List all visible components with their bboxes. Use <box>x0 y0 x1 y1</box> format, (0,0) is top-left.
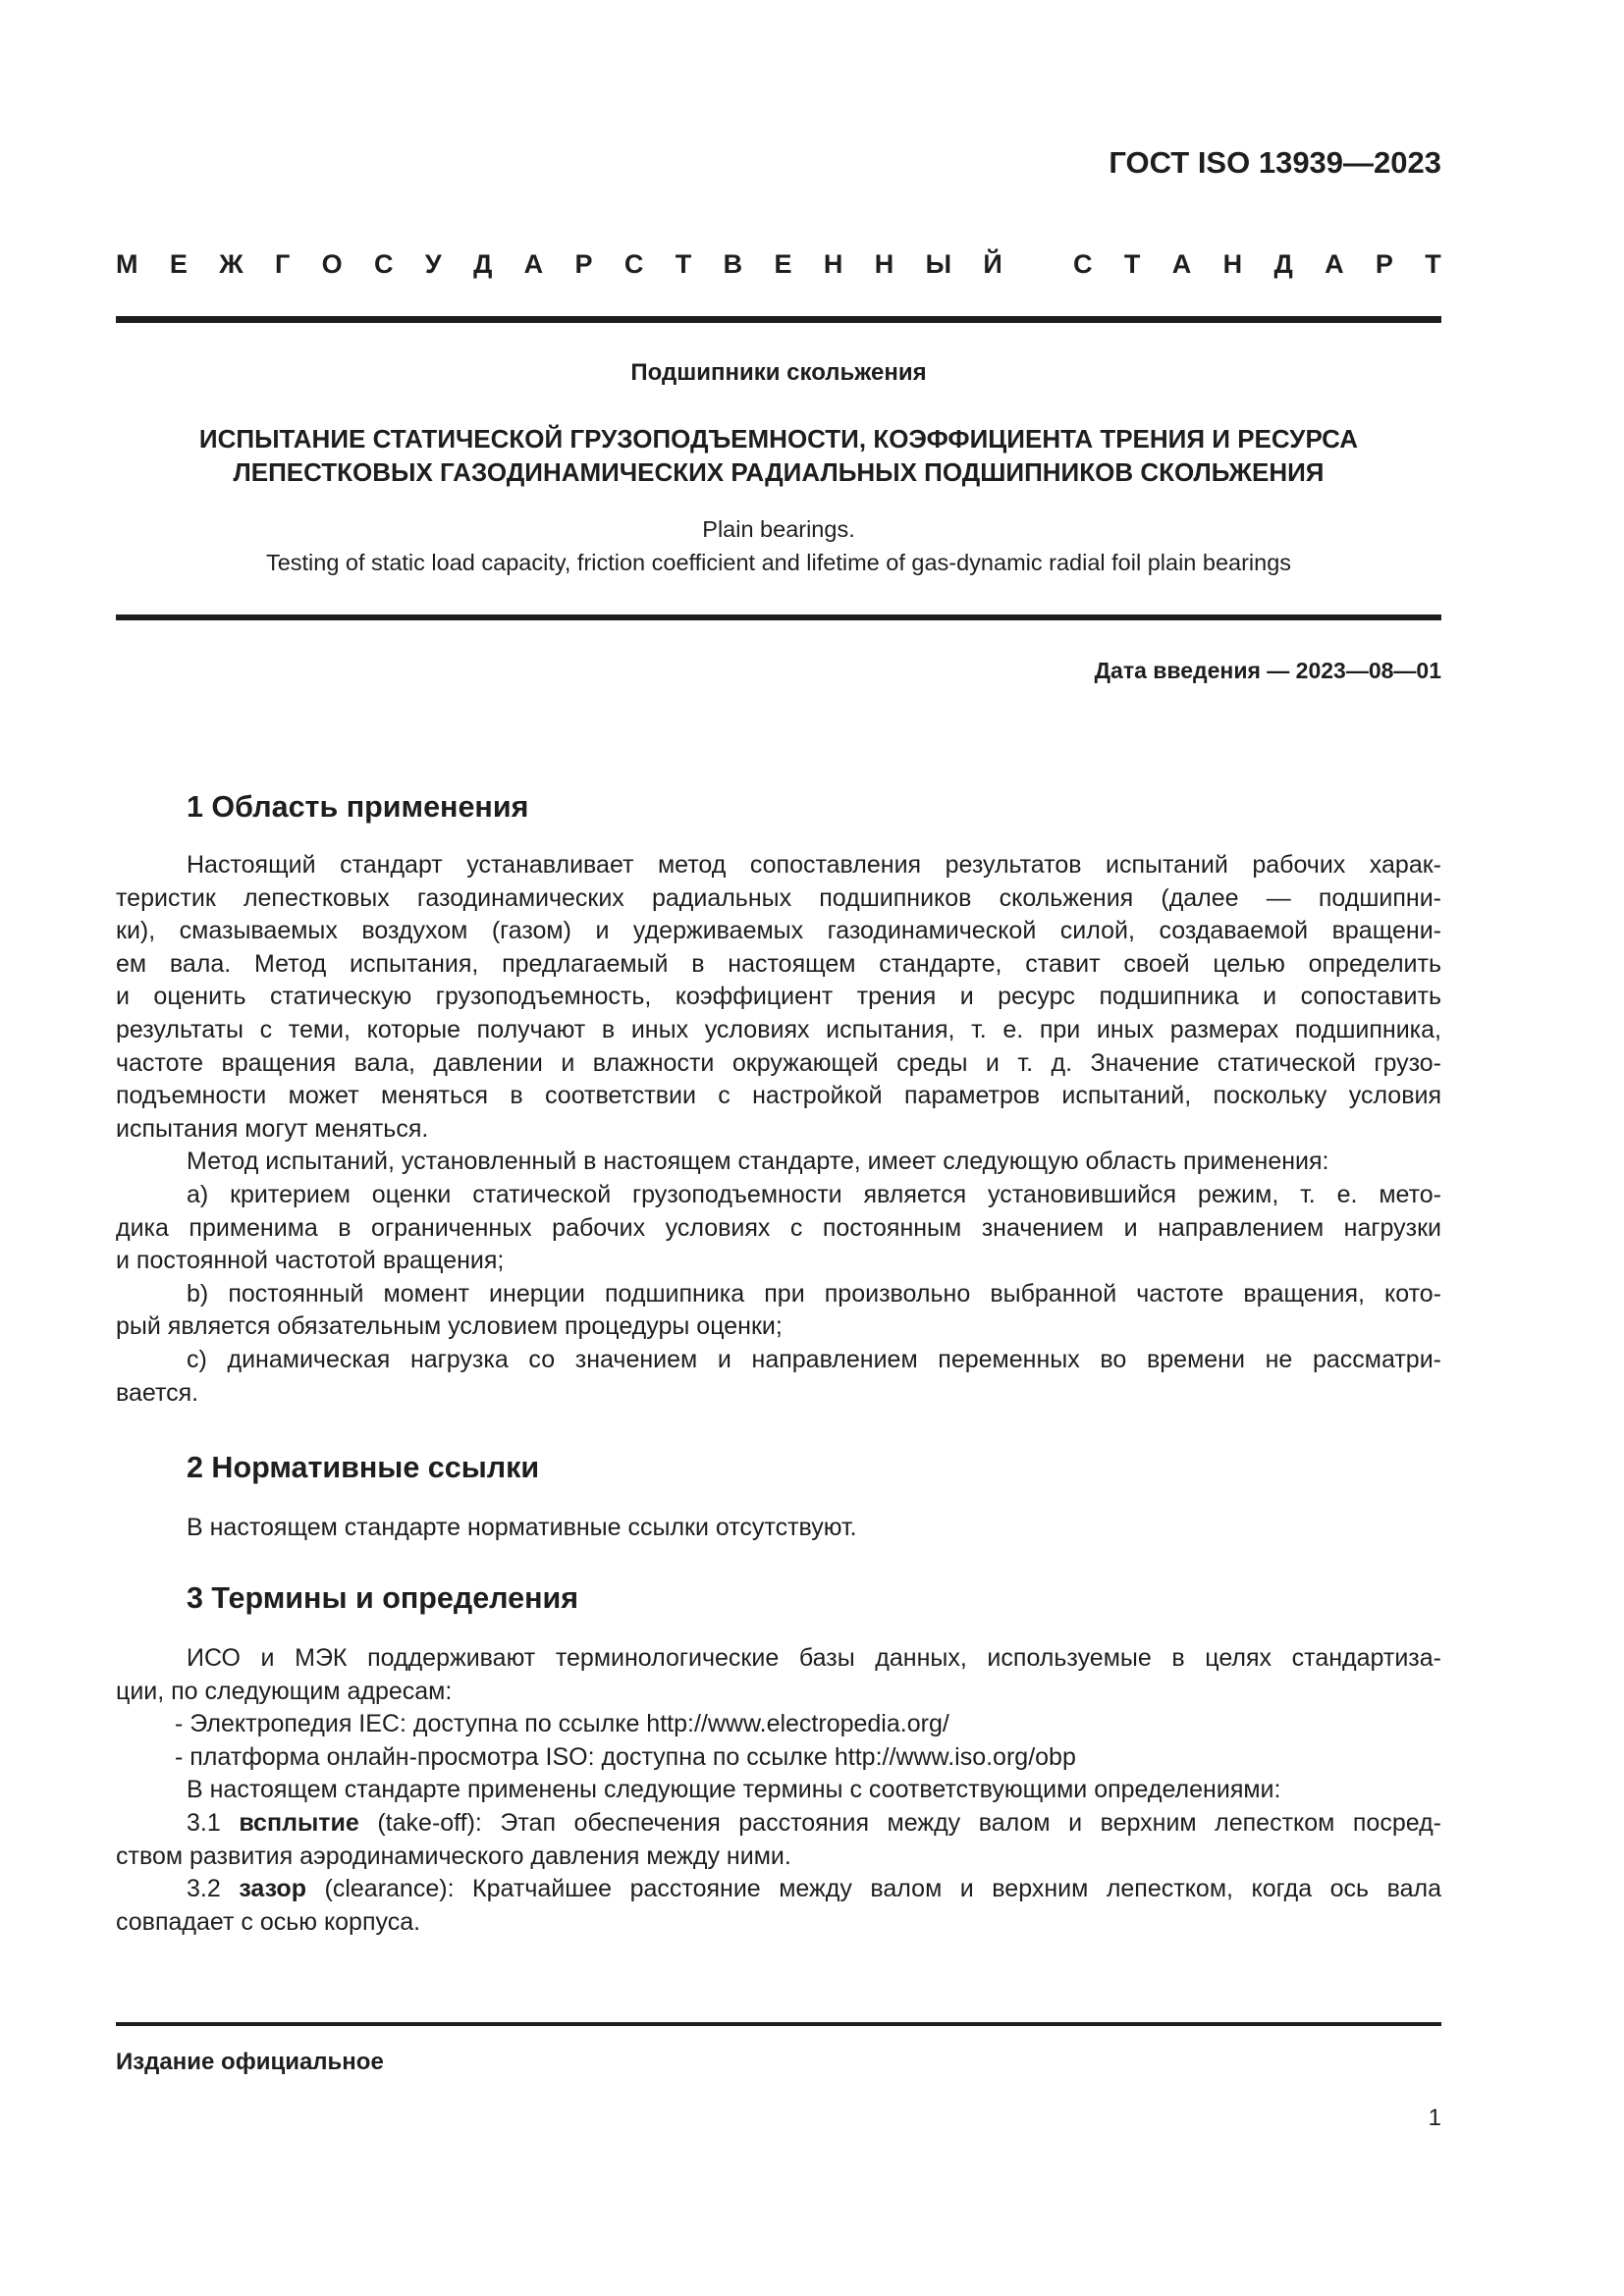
section-3-heading: 3 Термины и определения <box>187 1581 579 1615</box>
document-title <box>116 422 1441 489</box>
banner-letter: Р <box>1375 249 1393 279</box>
paragraph-line: В настоящем стандарте нормативные ссылки отсутствуют. <box>187 1514 857 1541</box>
banner-letter: С <box>374 249 394 279</box>
page-number: 1 <box>1428 2105 1441 2131</box>
paragraph-line: совпадает с осью корпуса. <box>116 1907 421 1936</box>
term-definition-2 <box>116 1873 1441 1906</box>
banner-letter: В <box>723 249 743 279</box>
term-definition-text: (take-off): Этап обеспечения расстояния между валом и верхним лепестком посред- <box>377 1808 1441 1837</box>
paragraph-line: теристик лепестковых газодинамических радиальных подшипников скольжения (далее — подшипни- <box>116 883 1441 912</box>
paragraph-line: дика применима в ограниченных рабочих условиях с постоянным значением и направлением нагрузки <box>116 1213 1441 1242</box>
list-item: - платформа онлайн-просмотра ISO: доступна по ссылке http://www.iso.org/obp <box>175 1742 1076 1771</box>
title-line: ЛЕПЕСТКОВЫХ ГАЗОДИНАМИЧЕСКИХ РАДИАЛЬНЫХ ПОДШИПНИКОВ СКОЛЬЖЕНИЯ <box>233 457 1325 487</box>
english-title-line: Plain bearings. <box>702 516 855 542</box>
banner-letter: Ы <box>925 249 952 279</box>
banner-letter: А <box>1171 249 1192 279</box>
banner-letter: М <box>116 249 138 279</box>
paragraph-line: ством развития аэродинамического давления между ними. <box>116 1842 791 1870</box>
subject-heading: Подшипники скольжения <box>630 359 927 386</box>
banner-letter: Д <box>473 249 493 279</box>
banner-letter: А <box>1325 249 1344 279</box>
paragraph-line: ции, по следующим адресам: <box>116 1677 453 1705</box>
term-number: 3.1 <box>187 1808 221 1837</box>
banner-letter: Ж <box>219 249 244 279</box>
banner-letter: Р <box>574 249 593 279</box>
paragraph-line: испытания могут меняться. <box>116 1114 429 1143</box>
banner-letter: Е <box>169 249 188 279</box>
effective-date: Дата введения — 2023—08—01 <box>1094 658 1441 683</box>
term-number: 3.2 <box>187 1875 221 1903</box>
term-word: зазор <box>239 1875 306 1903</box>
banner-letter: Н <box>874 249 894 279</box>
banner-letter: С <box>1073 249 1093 279</box>
term-definition-text: (clearance): Кратчайшее расстояние между валом и верхним лепестком, когда ось вала <box>324 1875 1441 1903</box>
paragraph-line: b) постоянный момент инерции подшипника при произвольно выбранной частоте вращения, кото- <box>187 1279 1441 1308</box>
title-line: ИСПЫТАНИЕ СТАТИЧЕСКОЙ ГРУЗОПОДЪЕМНОСТИ, КОЭФФИЦИЕНТА ТРЕНИЯ И РЕСУРСА <box>198 424 1359 454</box>
paragraph-line: с) динамическая нагрузка со значением и направлением переменных во времени не рассматри- <box>187 1345 1441 1373</box>
list-item: - Электропедия IEC: доступна по ссылке http://www.electropedia.org/ <box>175 1710 949 1738</box>
banner-letter: Й <box>983 249 1002 279</box>
banner-letter: Т <box>675 249 692 279</box>
footer-divider <box>116 2022 1441 2026</box>
section-3-body <box>116 1642 1441 1939</box>
banner-letter: Е <box>774 249 792 279</box>
paragraph-line: Настоящий стандарт устанавливает метод сопоставления результатов испытаний рабочих харак- <box>187 851 1441 879</box>
paragraph-line: В настоящем стандарте применены следующие термины с соответствующими определениями: <box>187 1776 1281 1804</box>
paragraph-line: а) критерием оценки статической грузоподъемности является установившийся режим, т. е. мето- <box>187 1180 1441 1208</box>
paragraph-line: и постоянной частотой вращения; <box>116 1247 505 1275</box>
section-1-heading: 1 Область применения <box>187 790 529 824</box>
paragraph-line: подъемности может меняться в соответствии с настройкой параметров испытаний, поскольку условия <box>116 1082 1441 1110</box>
paragraph-line: Метод испытаний, установленный в настоящем стандарте, имеет следующую область применения: <box>187 1148 1329 1176</box>
term-definition-1 <box>116 1807 1441 1841</box>
english-title <box>116 512 1441 579</box>
banner-letter: С <box>623 249 644 279</box>
banner-letter: Д <box>1273 249 1293 279</box>
title-divider <box>116 614 1441 620</box>
banner-letter: У <box>424 249 442 279</box>
term-word: всплытие <box>239 1808 359 1837</box>
paragraph-line: ИСО и МЭК поддерживают терминологические базы данных, используемые в целях стандартиза- <box>187 1644 1441 1672</box>
paragraph-line: результаты с теми, которые получают в иных условиях испытания, т. е. при иных размерах подшипника, <box>116 1015 1441 1043</box>
banner-letter: Т <box>1425 249 1441 279</box>
section-2-body <box>116 1512 1441 1545</box>
official-edition-label: Издание официальное <box>116 2049 384 2075</box>
banner-letter: Н <box>823 249 843 279</box>
top-divider <box>116 316 1441 323</box>
paragraph-line: ем вала. Метод испытания, предлагаемый в настоящем стандарте, ставит своей целью определить <box>116 949 1441 978</box>
paragraph-line: и оценить статическую грузоподъемность, коэффициент трения и ресурс подшипника и сопоставить <box>116 983 1441 1011</box>
paragraph-line: ки), смазываемых воздухом (газом) и удерживаемых газодинамической силой, создаваемой вращени- <box>116 917 1441 945</box>
banner-letter: Н <box>1222 249 1243 279</box>
section-2-heading: 2 Нормативные ссылки <box>187 1451 540 1484</box>
english-title-line: Testing of static load capacity, friction coefficient and lifetime of gas-dynamic radial foil plain bearings <box>265 550 1292 575</box>
paragraph-line: частоте вращения вала, давлении и влажности окружающей среды и т. д. Значение статической грузо- <box>116 1048 1441 1077</box>
document-id: ГОСТ ISO 13939—2023 <box>1109 145 1441 180</box>
paragraph-line: вается. <box>116 1378 199 1407</box>
banner-letter: Г <box>275 249 291 279</box>
banner-letter: А <box>523 249 544 279</box>
paragraph-line: рый является обязательным условием процедуры оценки; <box>116 1312 783 1341</box>
interstate-standard-banner <box>116 249 1441 280</box>
banner-gap <box>1034 249 1042 280</box>
banner-letter: Т <box>1123 249 1141 279</box>
banner-letter: О <box>321 249 343 279</box>
section-1-body <box>116 849 1441 1410</box>
